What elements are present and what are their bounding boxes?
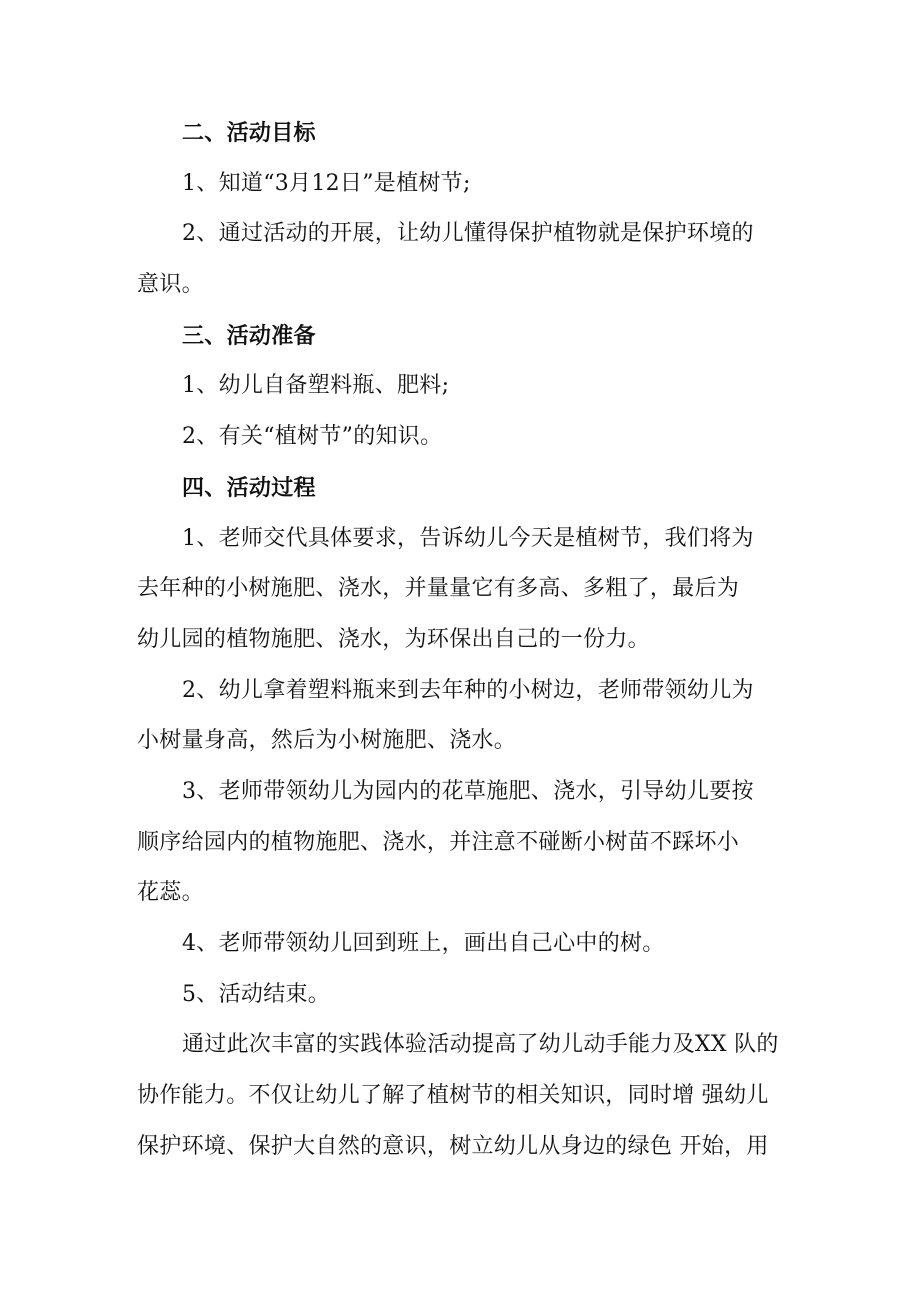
paragraph-line: 保护环境、保护大自然的意识，树立幼儿从身边的绿色 开始，用 — [137, 1133, 769, 1159]
paragraph-line: 2、通过活动的开展，让幼儿懂得保护植物就是保护环境的 — [182, 221, 754, 247]
paragraph-line: 1、知道“3月12日”是植树节; — [182, 170, 471, 196]
paragraph-line: 幼儿园的植物施肥、浇水，为环保出自己的一份力。 — [137, 626, 650, 652]
paragraph-line: 4、老师带领幼儿回到班上，画出自己心中的树。 — [182, 931, 665, 956]
paragraph-line: 花蕊。 — [137, 880, 204, 906]
paragraph-line: 1、老师交代具体要求，告诉幼儿今天是植树节，我们将为 — [182, 525, 754, 551]
paragraph-line: 2、幼儿拿着塑料瓶来到去年种的小树边，老师带领幼儿为 — [182, 677, 754, 703]
paragraph-line: 3、老师带领幼儿为园内的花草施肥、浇水，引导幼儿要按 — [182, 778, 754, 804]
section-heading: 二、活动目标 — [182, 120, 316, 146]
section-heading: 三、活动准备 — [182, 322, 316, 349]
section-heading: 四、活动过程 — [182, 474, 316, 501]
paragraph-line: 1、幼儿自备塑料瓶、肥料; — [182, 373, 450, 399]
paragraph-line: 意识。 — [137, 272, 204, 298]
paragraph-line: 协作能力。不仅让幼儿了解了植树节的相关知识，同时增 强幼儿 — [137, 1083, 769, 1109]
paragraph-line: 去年种的小树施肥、浇水，并量量它有多高、多粗了，最后为 — [137, 576, 740, 602]
paragraph-line: 5、活动结束。 — [182, 981, 331, 1007]
paragraph-line: 2、有关“植树节”的知识。 — [182, 424, 443, 450]
paragraph-line: 小树量身高，然后为小树施肥、浇水。 — [137, 728, 517, 754]
document-body — [137, 108, 797, 1172]
paragraph-line: 顺序给园内的植物施肥、浇水，并注意不碰断小树苗不踩坏小 — [137, 829, 740, 855]
paragraph-line: 通过此次丰富的实践体验活动提高了幼儿动手能力及XX 队的 — [182, 1032, 779, 1058]
